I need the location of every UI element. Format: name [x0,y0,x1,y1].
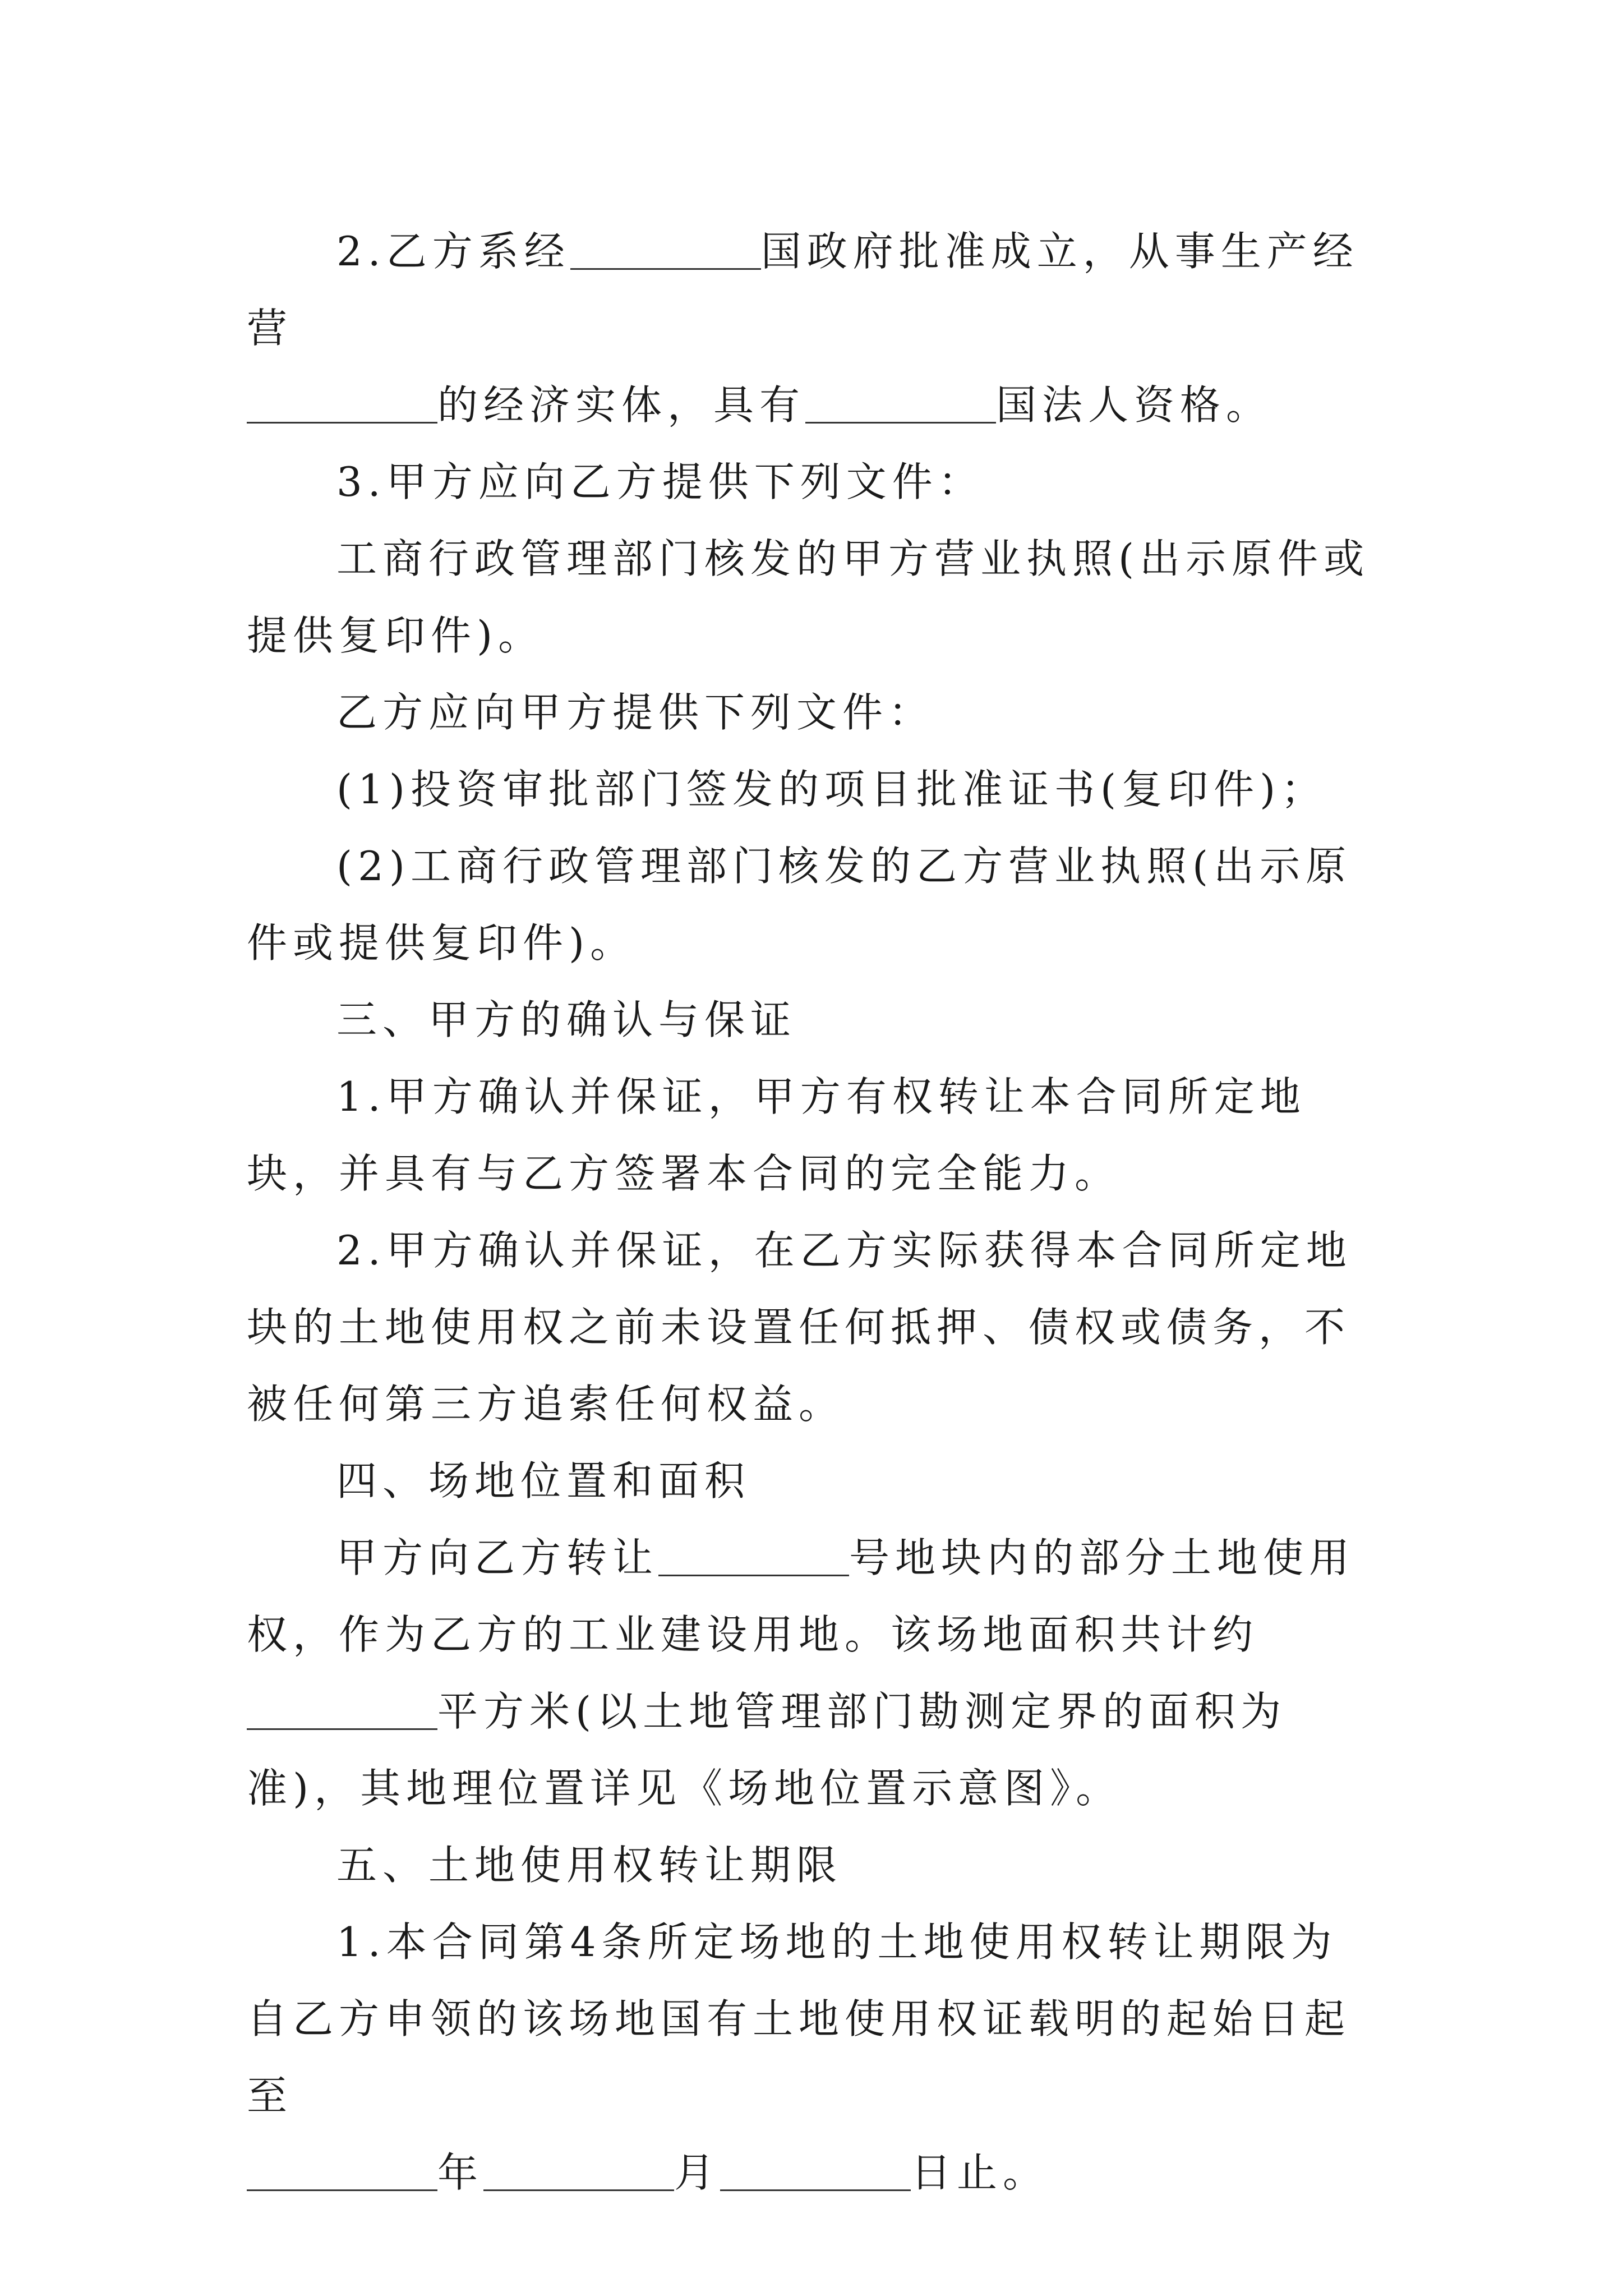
text-segment: 甲方向乙方转让 [336,1534,659,1581]
paragraph-yifang-registration [247,213,1377,444]
fill-in-blank [570,234,761,270]
text-segment: 的经济实体，具有 [437,381,806,429]
fill-in-blank [805,388,996,424]
section-heading-location-area: 四、场地位置和面积 [336,1457,751,1504]
section-heading-transfer-term: 五、土地使用权转让期限 [336,1842,843,1889]
text-segment: 日止。 [911,2149,1049,2196]
paragraph-transfer-term [247,1904,1377,2211]
paragraph-confirmation-1: 1.甲方确认并保证，甲方有权转让本合同所定地块，并具有与乙方签署本合同的完全能力。 [247,1073,1306,1197]
document-body [247,213,1377,2211]
fill-in-blank-day [720,2156,911,2191]
text-segment: 2.乙方系经 [336,228,570,275]
paragraph-approval-certificate: (1)投资审批部门签发的项目批准证书(复印件)； [336,766,1327,813]
fill-in-blank [658,1541,849,1576]
text-segment: 月 [674,2149,721,2196]
text-segment: 1.本合同第4条所定场地的土地使用权转让期限为自乙方申领的该场地国有土地使用权证载明的起始日起至 [247,1918,1351,2119]
paragraph-yifang-documents-heading: 乙方应向甲方提供下列文件： [336,689,935,736]
text-segment: 年 [437,2149,484,2196]
text-segment: 国法人资格。 [996,381,1272,429]
text-segment: 号地块内的部分土地使用权，作为乙方的工业建设用地。该场地面积共计约 [247,1534,1355,1658]
section-heading-confirmation: 三、甲方的确认与保证 [336,996,797,1043]
paragraph-jiafang-business-license: 工商行政管理部门核发的甲方营业执照(出示原件或提供复印件)。 [247,535,1370,659]
fill-in-blank [247,388,437,424]
text-segment: 国政府批准成立，从事生产经营 [247,228,1359,352]
paragraph-yifang-business-license: (2)工商行政管理部门核发的乙方营业执照(出示原件或提供复印件)。 [247,843,1352,967]
fill-in-blank-year [247,2156,437,2191]
fill-in-blank [247,1695,437,1730]
paragraph-jiafang-documents-heading: 3.甲方应向乙方提供下列文件： [336,458,984,505]
text-segment: 平方米(以土地管理部门勘测定界的面积为准)，其地理位置详见《场地位置示意图》。 [247,1688,1287,1812]
paragraph-location-area [247,1520,1377,1827]
fill-in-blank-month [483,2156,674,2191]
paragraph-confirmation-2: 2.甲方确认并保证，在乙方实际获得本合同所定地块的土地使用权之前未设置任何抵押、债权或债务，不被任何第三方追索任何权益。 [247,1227,1352,1428]
